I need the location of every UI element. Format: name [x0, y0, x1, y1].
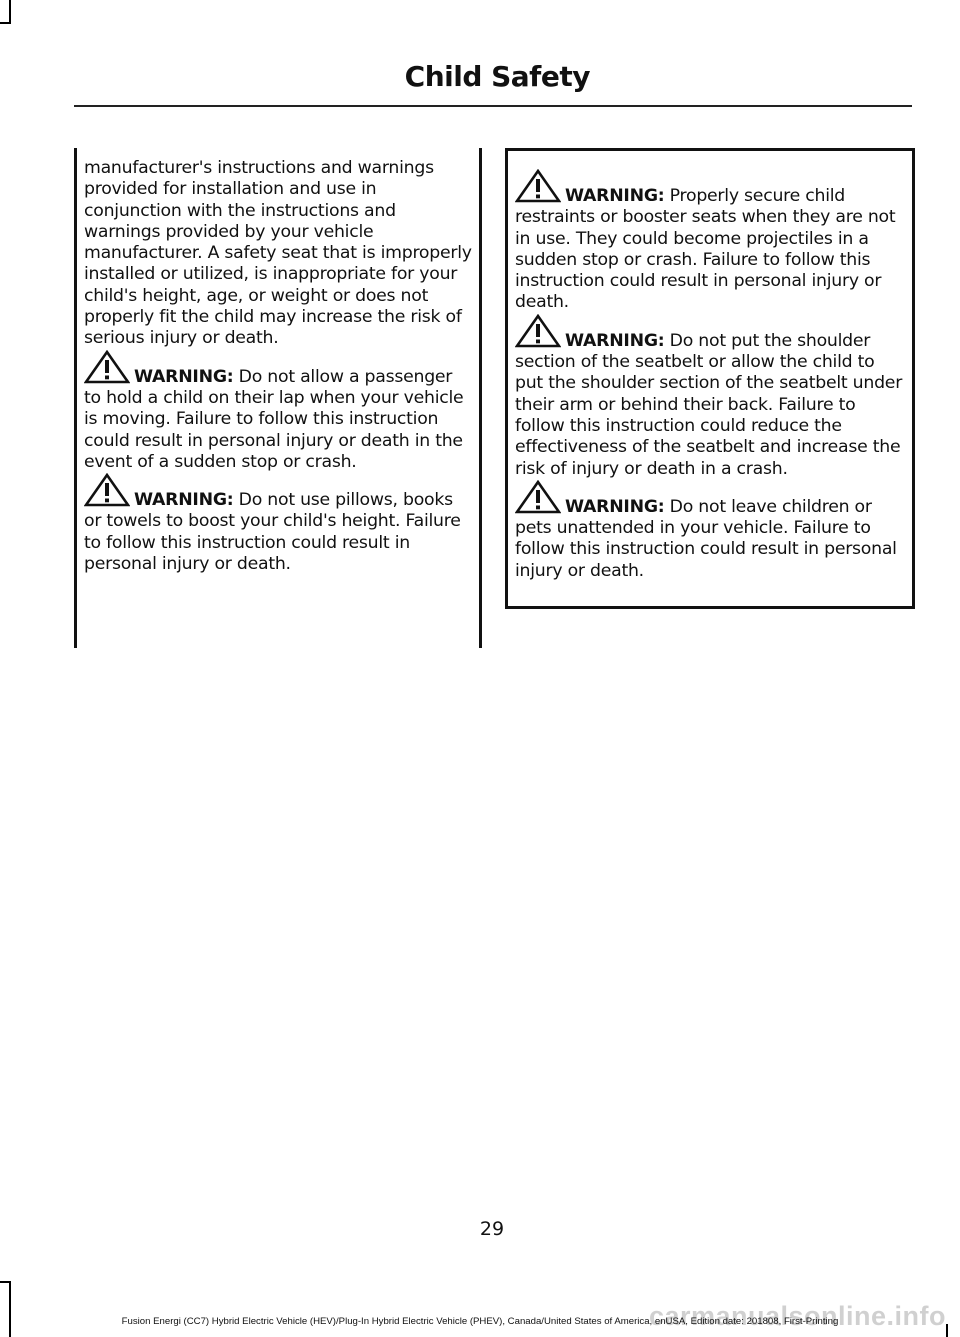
- warning-text: Do not allow a passenger to hold a child on their lap when your vehicle is moving. Failure to follow this instruction could result in personal injury or death in the event of a sudden stop or crash.: [84, 366, 464, 472]
- warning-label: WARNING:: [565, 496, 665, 517]
- warning-triangle-icon: [515, 314, 561, 348]
- warning-triangle-icon: [515, 480, 561, 514]
- warning-block: [84, 473, 473, 575]
- warning-triangle-icon: [84, 473, 130, 507]
- warning-block: [515, 314, 906, 480]
- page-number: 29: [479, 1218, 505, 1240]
- right-column: [505, 148, 915, 609]
- warning-block: [515, 480, 906, 582]
- crop-mark-top-left-horizontal: [0, 22, 11, 24]
- footer-document-info: Fusion Energi (CC7) Hybrid Electric Vehicle (HEV)/Plug-In Hybrid Electric Vehicle (PHEV), Canada/United States of America, enUSA, Edition date: 201808, First-Printing: [121, 1316, 839, 1327]
- warning-text: Do not leave children or pets unattended in your vehicle. Failure to follow this instruction could result in personal injury or death.: [515, 496, 897, 581]
- warning-triangle-icon: [515, 169, 561, 203]
- warning-text: Do not use pillows, books or towels to boost your child's height. Failure to follow this instruction could result in personal injury or death.: [84, 490, 461, 575]
- intro-paragraph: manufacturer's instructions and warnings provided for installation and use in conjunction with the instructions and warnings provided by your vehicle manufacturer. A safety seat that is improperly installed or utilized, is inappropriate for your child's height, age, or weight or does not properly fit the child may increase the risk of serious injury or death.: [84, 158, 472, 349]
- crop-mark-bottom-left-horizontal: [0, 1281, 11, 1283]
- warning-label: WARNING:: [134, 366, 234, 387]
- watermark: carmanualsonline.info: [648, 1301, 946, 1331]
- left-column: [74, 148, 482, 648]
- page-title: Child Safety: [404, 60, 590, 93]
- warning-label: WARNING:: [134, 490, 234, 511]
- warning-text: Do not put the shoulder section of the seatbelt or allow the child to put the shoulder section of the seatbelt under their arm or behind their back. Failure to follow this instruction could reduce the effectiveness of the seatbelt and increase the risk of injury or death in a crash.: [515, 330, 903, 479]
- crop-mark-bottom-left-vertical: [9, 1281, 11, 1337]
- header-rule: [74, 105, 912, 107]
- warning-triangle-icon: [84, 350, 130, 384]
- warning-text: Properly secure child restraints or booster seats when they are not in use. They could become projectiles in a sudden stop or crash. Failure to follow this instruction could result in personal injury or death.: [515, 186, 896, 313]
- warning-label: WARNING:: [565, 330, 665, 351]
- warning-block: [84, 350, 473, 473]
- crop-mark-top-left-vertical: [9, 0, 11, 23]
- warning-block: [515, 169, 906, 314]
- warning-label: WARNING:: [565, 186, 665, 206]
